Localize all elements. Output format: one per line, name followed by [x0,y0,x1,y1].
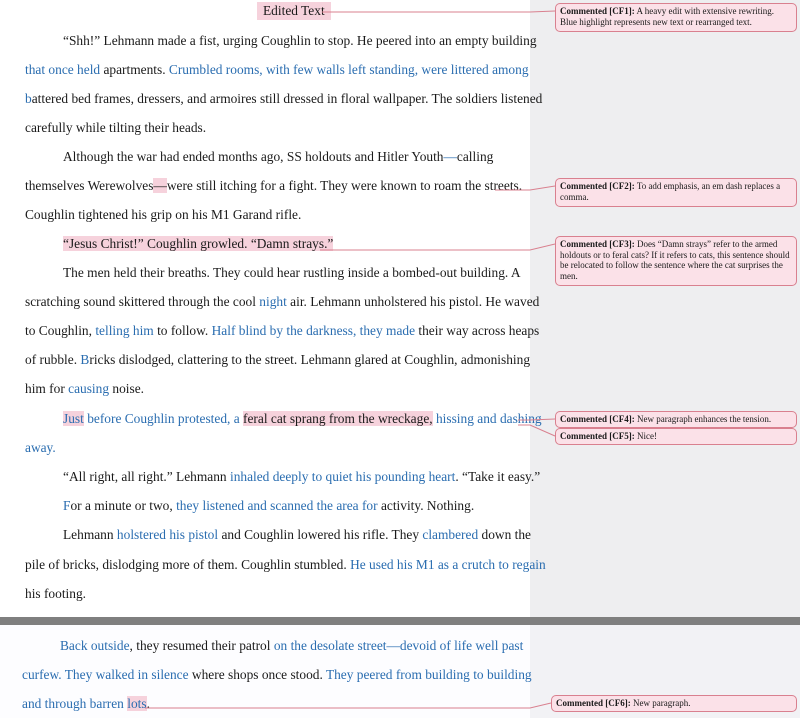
comment-bubble-cf1[interactable] [555,3,797,32]
page-1-line[interactable] [25,206,301,224]
inserted-text: and through barren [22,696,128,711]
page-1-line[interactable] [25,61,529,79]
inserted-text: they listened and scanned the area for [176,498,378,513]
comment-text: A heavy edit with extensive rewriting. Blue highlight represents new text or rearranged text. [560,6,774,27]
page-2-line[interactable] [22,695,150,713]
inserted-text: holstered his pistol [116,527,219,542]
comment-label: Commented [CF1]: [560,6,635,16]
inserted-text: Back outside [60,638,130,653]
inserted-text: Crumbled rooms, with few walls left standing, were littered among [168,62,529,77]
text-run: , they resumed their patrol [129,638,274,653]
highlighted-text: — [153,178,167,193]
text-run: carefully while tilting their heads. [25,120,207,135]
page-1-line[interactable] [25,439,56,457]
text-run: themselves Werewolves [25,178,154,193]
comment-label: Commented [CF2]: [560,181,635,191]
inserted-text: inhaled deeply to quiet his pounding heart [229,469,456,484]
inserted-text: b [25,91,32,106]
text-run: to follow. [153,323,212,338]
page-1-line[interactable] [25,119,206,137]
inserted-text: F [63,498,71,513]
text-run: . “Take it easy.” [455,469,541,484]
text-run: their way across heaps [415,323,540,338]
text-run: air. Lehmann unholstered his pistol. He waved [286,294,540,309]
page-1-line[interactable] [25,177,522,195]
inserted-text: away. [25,440,56,455]
inserted-text: He used his M1 as a crutch to regain [350,557,546,572]
text-run: or a minute or two, [70,498,177,513]
page-1-line[interactable] [63,468,540,486]
page-1-line[interactable] [25,322,539,340]
page-1-line[interactable] [25,380,144,398]
page-1-line[interactable] [63,148,493,166]
text-run: and Coughlin lowered his rifle. They [218,527,423,542]
text-run: down the [478,527,531,542]
page-2-line[interactable] [60,637,523,655]
comment-bubble-cf4[interactable] [555,411,797,428]
text-run: his footing. [25,586,87,601]
inserted-text: B [80,352,90,367]
page-1-line[interactable] [63,32,537,50]
page-break-divider [0,617,800,625]
page-1-line[interactable] [25,585,86,603]
inserted-text: — [443,149,457,164]
text-run: him for [25,381,69,396]
text-run: Coughlin tightened his grip on his M1 Garand rifle. [25,207,302,222]
comment-label: Commented [CF6]: [556,698,631,708]
inserted-text: curfew. They walked in silence [22,667,189,682]
page-1-line[interactable] [25,90,542,108]
page-1-line[interactable] [63,410,542,428]
comment-label: Commented [CF3]: [560,239,635,249]
inserted-text: They peered from building to building [325,667,532,682]
inserted-text: causing [68,381,110,396]
comment-text: New paragraph. [630,698,691,708]
inserted-text: hissing and dashing [432,411,542,426]
text-run: activity. Nothing. [377,498,475,513]
text-run: “Shh!” Lehmann made a fist, urging Coughlin to stop. He peered into an empty building [63,33,537,48]
text-run: scratching sound skittered through the cool [25,294,260,309]
document-title[interactable]: Edited Text [257,2,331,20]
comment-label: Commented [CF5]: [560,431,635,441]
text-run: noise. [109,381,145,396]
comment-bubble-cf5[interactable] [555,428,797,445]
text-run: “All right, all right.” Lehmann [63,469,230,484]
page-1-line[interactable] [63,497,474,515]
comment-label: Commented [CF4]: [560,414,635,424]
text-run: The men held their breaths. They could hear rustling inside a bombed-out building. A [63,265,521,280]
highlighted-text: feral cat sprang from the wreckage, [243,411,433,426]
page-2-line[interactable] [22,666,532,684]
comment-margin-pane [530,0,800,617]
page-1-line[interactable] [25,351,530,369]
inserted-text: on the desolate street—devoid of life well past [273,638,524,653]
text-run: of rubble. [25,352,81,367]
inserted-text: clambered [422,527,479,542]
comment-text: To add emphasis, an em dash replaces a comma. [560,181,781,202]
text-run: . [146,696,150,711]
page-1-line[interactable] [63,264,521,282]
comment-bubble-cf6[interactable] [551,695,797,712]
comment-bubble-cf3[interactable] [555,236,797,286]
text-run: to Coughlin, [25,323,96,338]
text-run: Lehmann [63,527,117,542]
comment-text: Nice! [634,431,657,441]
inserted-text: that once held [25,62,101,77]
inserted-text: Half blind by the darkness, they made [211,323,416,338]
inserted-text: telling him [95,323,154,338]
comment-text: Does “Damn strays” refer to the armed holdouts or to feral cats? If it refers to cats, this sentence should be relocated to follow the sentence where the cat surprises the men. [560,239,790,281]
inserted-text: night [259,294,287,309]
text-run: calling [456,149,494,164]
text-run: were still itching for a fight. They were known to roam the streets. [166,178,523,193]
page-1-line[interactable] [63,235,333,253]
comment-text: New paragraph enhances the tension. [634,414,772,424]
page-1-line[interactable] [63,526,531,544]
text-run: apartments. [100,62,169,77]
text-run: pile of bricks, dislodging more of them. Coughlin stumbled. [25,557,351,572]
text-run: ricks dislodged, clattering to the street. Lehmann glared at Coughlin, admonishing [89,352,531,367]
comment-bubble-cf2[interactable] [555,178,797,207]
inserted-text: before Coughlin protested, a [83,411,244,426]
text-run: attered bed frames, dressers, and armoires still dressed in floral wallpaper. The soldiers listened [31,91,543,106]
inserted-text: lots [127,696,147,711]
highlighted-text: “Jesus Christ!” Coughlin growled. “Damn strays.” [63,236,334,251]
inserted-text: Just [63,411,84,426]
text-run: where shops once stood. [188,667,326,682]
text-run: Although the war had ended months ago, SS holdouts and Hitler Youth [63,149,444,164]
page-1-line[interactable] [25,293,539,311]
page-1-line[interactable] [25,556,546,574]
